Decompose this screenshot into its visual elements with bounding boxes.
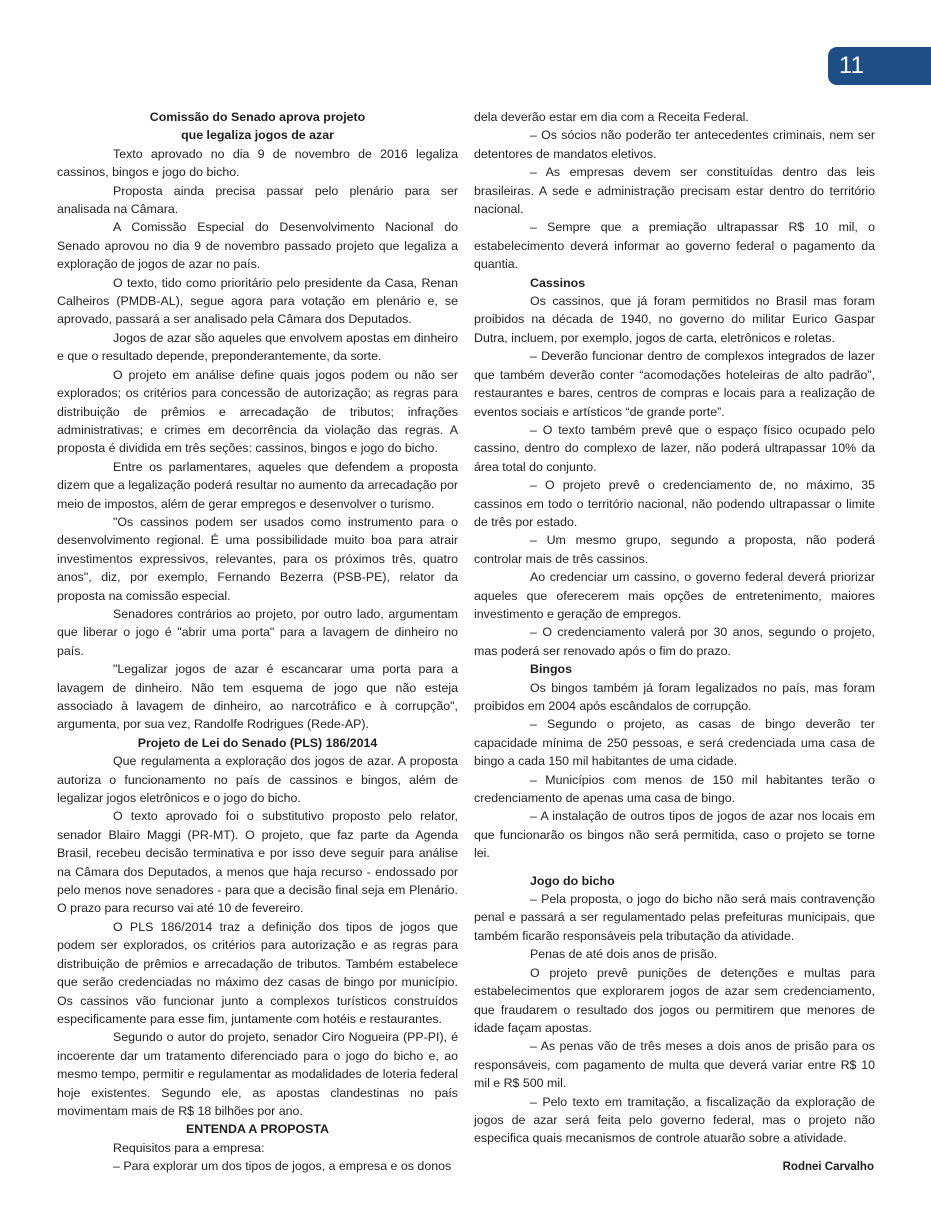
paragraph: "Os cassinos podem ser usados como instrumento para o desenvolvimento regional. É uma possibilidade muito boa para atrair investimentos expressivos, relevantes, para os próximos três, quatro anos", diz, por exemplo, Fernando Bezerra (PSB-PE), relator da proposta na comissão especial. (57, 514, 458, 603)
page-number-badge: 11 (828, 47, 931, 85)
paragraph: "Legalizar jogos de azar é escancarar uma porta para a lavagem de dinheiro. Não tem esquema de jogo que não esteja associado à lavagem de dinheiro, ao narcotráfico e à corrupção", argumenta, por sua vez, Randolfe Rodrigues (Rede-AP). (57, 662, 458, 732)
right-column (474, 108, 875, 1148)
paragraph: – Deverão funcionar dentro de complexos integrados de lazer que também deverão conter “acomodações hoteleiras de alto padrão”, restaurantes e bares, centros de compras e locais para a realização de eventos sociais e artísticos “de grande porte”. (474, 349, 875, 419)
section-heading-bingos: Bingos (530, 662, 572, 677)
paragraph: Entre os parlamentares, aqueles que defendem a proposta dizem que a legalização poderá resultar no aumento da arrecadação por meio de impostos, além de gerar empregos e desenvolver o turismo. (57, 459, 458, 511)
paragraph: Que regulamenta a exploração dos jogos de azar. A proposta autoriza o funcionamento no país de cassinos e bingos, além de legalizar jogos eletrônicos e o jogo do bicho. (57, 754, 458, 806)
paragraph: Os bingos também já foram legalizados no país, mas foram proibidos em 2004 após escândalos de corrupção. (474, 680, 875, 713)
paragraph: Jogos de azar são aqueles que envolvem apostas em dinheiro e que o resultado depende, preponderantemente, da sorte. (57, 330, 458, 364)
paragraph: – Para explorar um dos tipos de jogos, a empresa e os donos (113, 1159, 452, 1174)
article-title-line1: Comissão do Senado aprova projeto (149, 110, 366, 124)
paragraph: – A instalação de outros tipos de jogos de azar nos locais em que funcionarão os bingos não será permitida, caso o projeto se torne lei. (474, 809, 875, 861)
paragraph: – O projeto prevê o credenciamento de, no máximo, 35 cassinos em todo o território nacional, não podendo ultrapassar o limite de três por estado. (474, 478, 875, 529)
paragraph: Ao credenciar um cassino, o governo federal deverá priorizar aqueles que oferecerem mais opções de entretenimento, maiores investimento e geração de empregos. (474, 570, 875, 621)
paragraph: O texto, tido como prioritário pelo presidente da Casa, Renan Calheiros (PMDB-AL), segue agora para votação em plenário e, se aprovado, passará a ser analisado pela Câmara dos Deputados. (57, 275, 458, 327)
paragraph: – Um mesmo grupo, segundo a proposta, não poderá controlar mais de três cassinos. (474, 533, 875, 566)
paragraph: O projeto em análise define quais jogos podem ou não ser explorados; os critérios para concessão de autorização; as regras para distribuição de prêmios e arrecadação de tributos; infrações administrativas; e crimes em decorrência da violação das regras. A proposta é dividida em três seções: cassinos, bingos e jogo do bicho. (57, 367, 458, 456)
paragraph: Segundo o autor do projeto, senador Ciro Nogueira (PP-PI), é incoerente dar um tratamento diferenciado para o jogo do bicho e, ao mesmo tempo, permitir e regulamentar as modalidades de loteria federal hoje existentes. Segundo ele, as apostas clandestinas no país movimentam mais de R$ 18 bilhões por ano. (57, 1030, 458, 1118)
paragraph: – Sempre que a premiação ultrapassar R$ 10 mil, o estabelecimento deverá informar ao governo federal o pagamento da quantia. (474, 220, 875, 272)
section-heading-entenda: ENTENDA A PROPOSTA (186, 1122, 329, 1137)
paragraph: O PLS 186/2014 traz a definição dos tipos de jogos que podem ser explorados, os critérios para autorização e as regras para distribuição de prêmios e arrecadação de tributos. Também estabelece que serão credenciadas no máximo dez casas de bingo por município. Os cassinos vão funcionar junto a complexos turísticos construídos especificamente para esse fim, juntamente com hotéis e restaurantes. (57, 919, 458, 1026)
paragraph: – As penas vão de três meses a dois anos de prisão para os responsáveis, com pagamento de multa que deverá variar entre R$ 10 mil e R$ 500 mil. (474, 1039, 875, 1091)
paragraph: Senadores contrários ao projeto, por outro lado, argumentam que liberar o jogo é "abrir uma porta" para a lavagem de dinheiro no país. (57, 606, 458, 658)
left-column (57, 108, 458, 1176)
paragraph: O texto aprovado foi o substitutivo proposto pelo relator, senador Blairo Maggi (PR-MT). O projeto, que faz parte da Agenda Brasil, recebeu decisão terminativa e por isso deve seguir para análise na Câmara dos Deputados, a menos que haja recurso - endossado por pelo menos nove senadores - para que a decisão final seja em Plenário. O prazo para recurso vai até 10 de fevereiro. (57, 809, 458, 916)
section-heading-cassinos: Cassinos (530, 275, 586, 290)
author-signature: Rodnei Carvalho (782, 1161, 874, 1173)
paragraph: Os cassinos, que já foram permitidos no Brasil mas foram proibidos na década de 1940, no governo do militar Eurico Gaspar Dutra, incluem, por exemplo, jogos de carta, eletrônicos e roletas. (474, 294, 875, 345)
paragraph: A Comissão Especial do Desenvolvimento Nacional do Senado aprovou no dia 9 de novembro passado projeto que legaliza a exploração de jogos de azar no país. (57, 220, 458, 272)
paragraph: dela deverão estar em dia com a Receita Federal. (474, 110, 749, 124)
paragraph: – Pelo texto em tramitação, a fiscalização da exploração de jogos de azar será feita pelo governo federal, mas o projeto não especifica quais mecanismos de controle atuarão sobre a atividade. (474, 1094, 875, 1146)
article-title-line2: que legaliza jogos de azar (181, 128, 334, 143)
paragraph: Texto aprovado no dia 9 de novembro de 2016 legaliza cassinos, bingos e jogo do bicho. (57, 146, 458, 180)
section-heading-pls: Projeto de Lei do Senado (PLS) 186/2014 (137, 735, 378, 750)
paragraph: Proposta ainda precisa passar pelo plenário para ser analisada na Câmara. (57, 183, 458, 217)
section-heading-jogo-do-bicho: Jogo do bicho (530, 873, 615, 888)
paragraph: O projeto prevê punições de detenções e multas para estabelecimentos que explorarem jogos de azar sem credenciamento, que fraudarem o resultado dos jogos ou permitirem que menores de idade façam apostas. (474, 965, 875, 1035)
paragraph: – Segundo o projeto, as casas de bingo deverão ter capacidade mínima de 250 pessoas, e será credenciada uma casa de bingo a cada 150 mil habitantes de uma cidade. (474, 717, 875, 769)
paragraph: Penas de até dois anos de prisão. (530, 947, 718, 962)
paragraph: – Os sócios não poderão ter antecedentes criminais, nem ser detentores de mandatos eletivos. (474, 128, 875, 161)
paragraph: – O credenciamento valerá por 30 anos, segundo o projeto, mas poderá ser renovado após o fim do prazo. (474, 625, 875, 658)
paragraph: – Municípios com menos de 150 mil habitantes terão o credenciamento de apenas uma casa de bingo. (474, 772, 875, 806)
paragraph: Requisitos para a empresa: (113, 1140, 265, 1155)
paragraph: – Pela proposta, o jogo do bicho não será mais contravenção penal e passará a ser regulamentado pelas prefeituras municipais, que também ficarão responsáveis pela tributação da atividade. (474, 892, 875, 943)
paragraph: – O texto também prevê que o espaço físico ocupado pelo cassino, dentro do complexo de lazer, não poderá ultrapassar 10% da área total do conjunto. (474, 422, 875, 474)
paragraph: – As empresas devem ser constituídas dentro das leis brasileiras. A sede e administração precisam estar dentro do território nacional. (474, 165, 875, 217)
